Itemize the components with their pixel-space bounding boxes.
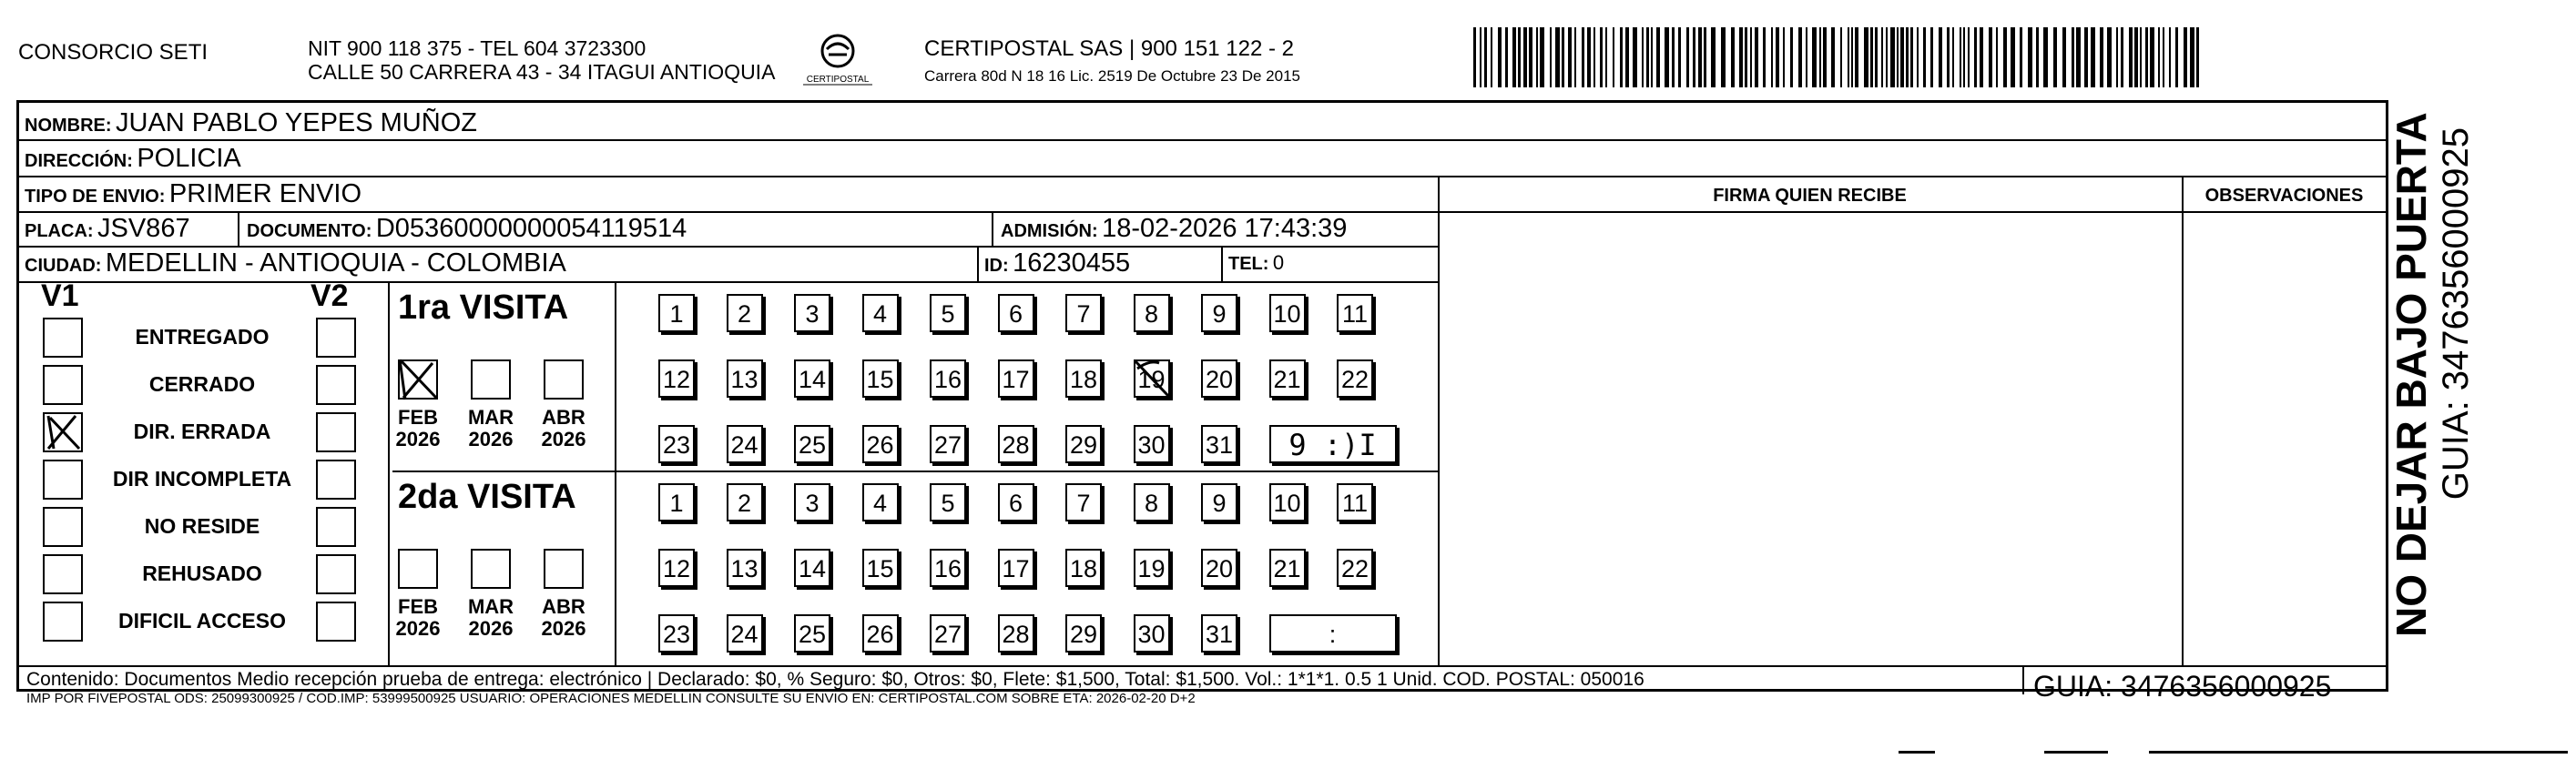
- v2-checkbox[interactable]: [316, 507, 356, 547]
- barcode-bar: [1568, 27, 1572, 87]
- day-box[interactable]: 13: [727, 549, 763, 587]
- barcode-bar: [1823, 27, 1827, 87]
- day-box[interactable]: 5: [930, 483, 966, 521]
- barcode-bar: [1776, 27, 1779, 87]
- day-box[interactable]: 5: [930, 294, 966, 332]
- day-box[interactable]: 23: [658, 425, 695, 463]
- footer-line1: Contenido: Documentos Medio recepción prueba de entrega: electrónico | Declarado: $0, % Seguro: $0, Otros: $0, Flete: $1,500, Total: $1,500. Vol.: 1*1*1. 0.5 1 Unid. COD. POSTAL: 050016: [26, 669, 1644, 690]
- firma-header: FIRMA QUIEN RECIBE: [1713, 186, 1907, 206]
- barcode-bar: [2121, 27, 2123, 87]
- day-box[interactable]: 7: [1065, 294, 1102, 332]
- v2-checkbox[interactable]: [316, 365, 356, 405]
- visit1-title: 1ra VISITA: [398, 288, 569, 327]
- barcode-bar: [1665, 27, 1669, 87]
- placa-value: JSV867: [97, 214, 190, 243]
- ciudad-row: [25, 248, 566, 282]
- status-option-label: DIFICIL ACCESO: [117, 609, 286, 632]
- barcode-bar: [1550, 27, 1552, 87]
- day-box[interactable]: 15: [862, 549, 899, 587]
- day-box[interactable]: 27: [930, 614, 966, 653]
- id-value: 16230455: [1013, 248, 1131, 278]
- barcode-bar: [1930, 27, 1933, 87]
- day-box[interactable]: 20: [1201, 549, 1237, 587]
- barcode-bar: [1968, 27, 1970, 87]
- company-name: CONSORCIO SETI: [18, 40, 209, 65]
- day-box[interactable]: 29: [1065, 425, 1102, 463]
- id-row: [984, 248, 1130, 282]
- barcode-bar: [2184, 27, 2187, 87]
- day-box[interactable]: 18: [1065, 359, 1102, 398]
- barcode-bar: [2107, 27, 2112, 87]
- day-box[interactable]: 30: [1134, 614, 1170, 653]
- barcode-bar: [1864, 27, 1868, 87]
- logo-caption: CERTIPOSTAL: [806, 75, 870, 85]
- v1-checkbox[interactable]: [43, 554, 83, 594]
- barcode-bar: [1875, 27, 1878, 87]
- day-box[interactable]: 25: [794, 425, 830, 463]
- day-box[interactable]: 17: [998, 359, 1034, 398]
- day-box[interactable]: 11: [1337, 294, 1373, 332]
- day-box[interactable]: 7: [1065, 483, 1102, 521]
- direccion-label: DIRECCIÓN:: [25, 151, 133, 171]
- barcode-bar: [1960, 27, 1961, 87]
- barcode-bar: [1980, 27, 1983, 87]
- day-box[interactable]: 17: [998, 549, 1034, 587]
- tipo-label: TIPO DE ENVIO:: [25, 187, 166, 207]
- day-box[interactable]: 24: [727, 614, 763, 653]
- tipo-value: PRIMER ENVIO: [168, 179, 362, 208]
- day-box[interactable]: 15: [862, 359, 899, 398]
- day-box[interactable]: 21: [1269, 549, 1306, 587]
- month-checkbox[interactable]: [471, 549, 511, 589]
- barcode-bar: [1923, 27, 1926, 87]
- barcode-bar: [1605, 27, 1607, 87]
- ciudad-value: MEDELLIN - ANTIOQUIA - COLOMBIA: [105, 248, 566, 278]
- day-box[interactable]: 13: [727, 359, 763, 398]
- month-checkbox[interactable]: [544, 359, 584, 400]
- day-box[interactable]: 8: [1134, 483, 1170, 521]
- time-box[interactable]: 9 :)I: [1269, 425, 1397, 463]
- barcode-bar: [2175, 27, 2178, 87]
- status-option-label: ENTREGADO: [135, 325, 270, 349]
- tel-value: 0: [1272, 251, 1285, 274]
- barcode-bar: [2129, 27, 2133, 87]
- status-option-label: DIR INCOMPLETA: [112, 467, 292, 491]
- month-checkbox[interactable]: [544, 549, 584, 589]
- barcode-bar: [1745, 27, 1747, 87]
- day-box[interactable]: 16: [930, 359, 966, 398]
- v2-label: V2: [311, 278, 349, 313]
- footer-guia: GUIA: 3476356000925: [2033, 670, 2332, 703]
- barcode-bar: [1831, 27, 1835, 87]
- side-warning: NO DEJAR BAJO PUERTA: [2388, 112, 2435, 637]
- barcode-bar: [1812, 27, 1817, 87]
- barcode-bar: [1523, 27, 1527, 87]
- day-box[interactable]: 6: [998, 294, 1034, 332]
- barcode-bar: [1540, 27, 1544, 87]
- barcode-bar: [1672, 27, 1675, 87]
- status-option-label: NO RESIDE: [144, 514, 260, 538]
- barcode-bar: [1646, 27, 1649, 87]
- v2-checkbox[interactable]: [316, 554, 356, 594]
- observaciones-header: OBSERVACIONES: [2204, 186, 2364, 206]
- v1-checkbox[interactable]: [43, 507, 83, 547]
- edge-mark: [2044, 751, 2108, 754]
- nombre-row: [25, 108, 477, 142]
- barcode-bar: [1633, 27, 1637, 87]
- day-box[interactable]: 1: [658, 483, 695, 521]
- day-box[interactable]: 1: [658, 294, 695, 332]
- nombre-label: NOMBRE:: [25, 116, 112, 136]
- month-label: FEB 2026: [395, 406, 441, 450]
- barcode-bar: [2062, 27, 2066, 87]
- tel-label: TEL:: [1228, 254, 1269, 274]
- barcode-bar: [1900, 27, 1904, 87]
- barcode-bar: [1613, 27, 1614, 87]
- barcode-bar: [1890, 27, 1895, 87]
- day-box[interactable]: 27: [930, 425, 966, 463]
- visit2-title: 2da VISITA: [398, 478, 576, 516]
- edge-mark: [1899, 751, 1935, 754]
- barcode-bar: [1855, 27, 1858, 87]
- barcode-bar: [1870, 27, 1873, 87]
- barcode-bar: [1881, 27, 1883, 87]
- barcode-bar: [1763, 27, 1766, 87]
- day-box[interactable]: 16: [930, 549, 966, 587]
- day-box[interactable]: 14: [794, 359, 830, 398]
- v2-checkbox[interactable]: [316, 602, 356, 642]
- barcode-bar: [1678, 27, 1681, 87]
- edge-mark: [2149, 751, 2568, 754]
- barcode-bar: [1989, 27, 1992, 87]
- placa-row: [25, 214, 190, 248]
- day-box[interactable]: 3: [794, 294, 830, 332]
- day-box[interactable]: 19: [1134, 549, 1170, 587]
- barcode-bar: [2169, 27, 2171, 87]
- barcode-bar: [2150, 27, 2154, 87]
- day-box[interactable]: 8: [1134, 294, 1170, 332]
- barcode-bar: [1897, 27, 1899, 87]
- day-box[interactable]: 4: [862, 294, 899, 332]
- status-option-label: REHUSADO: [142, 562, 262, 585]
- barcode-bar: [1686, 27, 1689, 87]
- month-label: MAR 2026: [467, 595, 514, 640]
- month-checkbox[interactable]: [398, 549, 438, 589]
- barcode-bar: [1947, 27, 1950, 87]
- direccion-row: [25, 144, 241, 177]
- day-box[interactable]: 11: [1337, 483, 1373, 521]
- barcode-bar: [1498, 27, 1502, 87]
- v1-checkbox[interactable]: [43, 412, 83, 452]
- barcode-bar: [1518, 27, 1521, 87]
- barcode-bar: [2036, 27, 2039, 87]
- barcode-bar: [1698, 27, 1702, 87]
- day-box[interactable]: 2: [727, 294, 763, 332]
- barcode-bar: [1562, 27, 1564, 87]
- barcode-bar: [1529, 27, 1532, 87]
- barcode-bar: [1739, 27, 1743, 87]
- barcode-bar: [1974, 27, 1977, 87]
- v1-label: V1: [41, 278, 79, 313]
- barcode-bar: [1731, 27, 1735, 87]
- nit-line: NIT 900 118 375 - TEL 604 3723300: [308, 36, 647, 60]
- barcode-bar: [2145, 27, 2148, 87]
- barcode-bar: [1963, 27, 1965, 87]
- barcode-bar: [1798, 27, 1802, 87]
- documento-value: D05360000000054119514: [375, 214, 687, 243]
- status-option-label: DIR. ERRADA: [133, 420, 271, 443]
- barcode-bar: [2076, 27, 2081, 87]
- day-box[interactable]: 29: [1065, 614, 1102, 653]
- barcode-bar: [2140, 27, 2142, 87]
- status-option-label: CERRADO: [148, 372, 256, 396]
- day-box[interactable]: 19: [1134, 359, 1170, 398]
- barcode-bar: [1625, 27, 1629, 87]
- address-line: CALLE 50 CARRERA 43 - 34 ITAGUI ANTIOQUIA: [308, 60, 776, 84]
- barcode-bar: [1704, 27, 1706, 87]
- day-box[interactable]: 10: [1269, 294, 1306, 332]
- barcode-bar: [1505, 27, 1508, 87]
- month-checkbox[interactable]: [471, 359, 511, 400]
- barcode-bar: [1952, 27, 1954, 87]
- day-box[interactable]: 28: [998, 425, 1034, 463]
- tipo-row: [25, 179, 361, 213]
- v1-checkbox[interactable]: [43, 602, 83, 642]
- barcode-bar: [2003, 27, 2007, 87]
- barcode-bar: [1642, 27, 1644, 87]
- day-box[interactable]: 14: [794, 549, 830, 587]
- day-box[interactable]: 22: [1337, 359, 1373, 398]
- nombre-value: JUAN PABLO YEPES MUÑOZ: [116, 108, 477, 137]
- day-box[interactable]: 25: [794, 614, 830, 653]
- barcode-bar: [2020, 27, 2022, 87]
- barcode-bar: [1651, 27, 1653, 87]
- id-label: ID:: [984, 256, 1009, 276]
- v2-checkbox[interactable]: [316, 318, 356, 358]
- barcode-bar: [2190, 27, 2194, 87]
- documento-label: DOCUMENTO:: [247, 221, 372, 241]
- barcode-bar: [1819, 27, 1821, 87]
- barcode-bar: [2084, 27, 2088, 87]
- certipostal-logo: [794, 31, 881, 87]
- barcode-bar: [2134, 27, 2138, 87]
- v1-checkbox[interactable]: [43, 318, 83, 358]
- v2-checkbox[interactable]: [316, 460, 356, 500]
- barcode-bar: [1939, 27, 1942, 87]
- direccion-value: POLICIA: [137, 144, 241, 173]
- barcode-bar: [1620, 27, 1623, 87]
- barcode-bar: [1721, 27, 1726, 87]
- certipostal-line1: CERTIPOSTAL SAS | 900 151 122 - 2: [924, 36, 1294, 61]
- day-box[interactable]: 30: [1134, 425, 1170, 463]
- side-guia: GUIA: 3476356000925: [2436, 127, 2476, 501]
- ciudad-label: CIUDAD:: [25, 256, 102, 276]
- barcode-bar: [1582, 27, 1584, 87]
- day-box[interactable]: 12: [658, 359, 695, 398]
- barcode-bar: [1755, 27, 1758, 87]
- month-label: ABR 2026: [541, 406, 586, 450]
- barcode-bar: [1886, 27, 1888, 87]
- barcode-bar: [2163, 27, 2164, 87]
- barcode-bar: [1656, 27, 1660, 87]
- admision-value: 18-02-2026 17:43:39: [1102, 214, 1348, 243]
- placa-label: PLACA:: [25, 221, 94, 241]
- barcode-bar: [1473, 27, 1476, 87]
- side-text: [2388, 109, 2497, 637]
- day-box[interactable]: 12: [658, 549, 695, 587]
- day-box[interactable]: 18: [1065, 549, 1102, 587]
- barcode-bar: [1574, 27, 1576, 87]
- day-box[interactable]: 9: [1201, 294, 1237, 332]
- tel-row: [1228, 248, 1284, 280]
- barcode-bar: [1848, 27, 1849, 87]
- day-box[interactable]: 24: [727, 425, 763, 463]
- barcode-bar: [2116, 27, 2118, 87]
- day-box[interactable]: 31: [1201, 425, 1237, 463]
- barcode-bar: [2072, 27, 2074, 87]
- barcode-bar: [1917, 27, 1919, 87]
- day-box[interactable]: 3: [794, 483, 830, 521]
- barcode-bar: [1771, 27, 1773, 87]
- barcode-bar: [1750, 27, 1752, 87]
- day-box[interactable]: 28: [998, 614, 1034, 653]
- day-box[interactable]: 20: [1201, 359, 1237, 398]
- barcode-bar: [1790, 27, 1793, 87]
- month-label: ABR 2026: [541, 595, 586, 640]
- day-box[interactable]: 26: [862, 614, 899, 653]
- barcode: [1473, 27, 2204, 89]
- admision-label: ADMISIÓN:: [1001, 221, 1098, 241]
- barcode-bar: [1996, 27, 1998, 87]
- barcode-bar: [2196, 27, 2199, 87]
- day-box[interactable]: 10: [1269, 483, 1306, 521]
- barcode-bar: [1910, 27, 1913, 87]
- barcode-bar: [1693, 27, 1695, 87]
- barcode-bar: [2091, 27, 2095, 87]
- barcode-bar: [2100, 27, 2103, 87]
- day-box[interactable]: 26: [862, 425, 899, 463]
- barcode-bar: [2158, 27, 2160, 87]
- barcode-bar: [1783, 27, 1785, 87]
- barcode-bar: [2053, 27, 2057, 87]
- barcode-bar: [1491, 27, 1492, 87]
- day-box[interactable]: 22: [1337, 549, 1373, 587]
- day-box[interactable]: 9: [1201, 483, 1237, 521]
- barcode-bar: [1840, 27, 1842, 87]
- v1-checkbox[interactable]: [43, 460, 83, 500]
- documento-row: [247, 214, 687, 248]
- barcode-bar: [1536, 27, 1538, 87]
- barcode-bar: [1600, 27, 1603, 87]
- barcode-bar: [1555, 27, 1560, 87]
- day-box[interactable]: 31: [1201, 614, 1237, 653]
- delivery-card: [16, 100, 2388, 706]
- barcode-bar: [2043, 27, 2048, 87]
- barcode-bar: [1512, 27, 1516, 87]
- certipostal-line2: Carrera 80d N 18 16 Lic. 2519 De Octubre 23 De 2015: [924, 67, 1300, 85]
- day-box[interactable]: 2: [727, 483, 763, 521]
- barcode-bar: [2011, 27, 2015, 87]
- barcode-bar: [1593, 27, 1595, 87]
- day-box[interactable]: 23: [658, 614, 695, 653]
- barcode-bar: [1484, 27, 1487, 87]
- barcode-bar: [1806, 27, 1807, 87]
- month-checkbox[interactable]: [398, 359, 438, 400]
- barcode-bar: [1711, 27, 1716, 87]
- footer-line2: IMP POR FIVEPOSTAL ODS: 25099300925 / COD.IMP: 53999500925 USUARIO: OPERACIONES MEDELLIN CONSULTE SU ENVIO EN: CERTIPOSTAL.COM SOBRE ETA: 2026-02-20 D+2: [26, 691, 1196, 706]
- day-box[interactable]: 21: [1269, 359, 1306, 398]
- barcode-bar: [2028, 27, 2032, 87]
- month-label: MAR 2026: [467, 406, 514, 450]
- barcode-bar: [1851, 27, 1853, 87]
- barcode-bar: [1480, 27, 1481, 87]
- v1-checkbox[interactable]: [43, 365, 83, 405]
- v2-checkbox[interactable]: [316, 412, 356, 452]
- admision-row: [1001, 214, 1347, 248]
- barcode-bar: [1587, 27, 1591, 87]
- barcode-bar: [1906, 27, 1909, 87]
- month-label: FEB 2026: [395, 595, 441, 640]
- day-box[interactable]: 6: [998, 483, 1034, 521]
- day-box[interactable]: 4: [862, 483, 899, 521]
- time-box[interactable]: :: [1269, 614, 1397, 653]
